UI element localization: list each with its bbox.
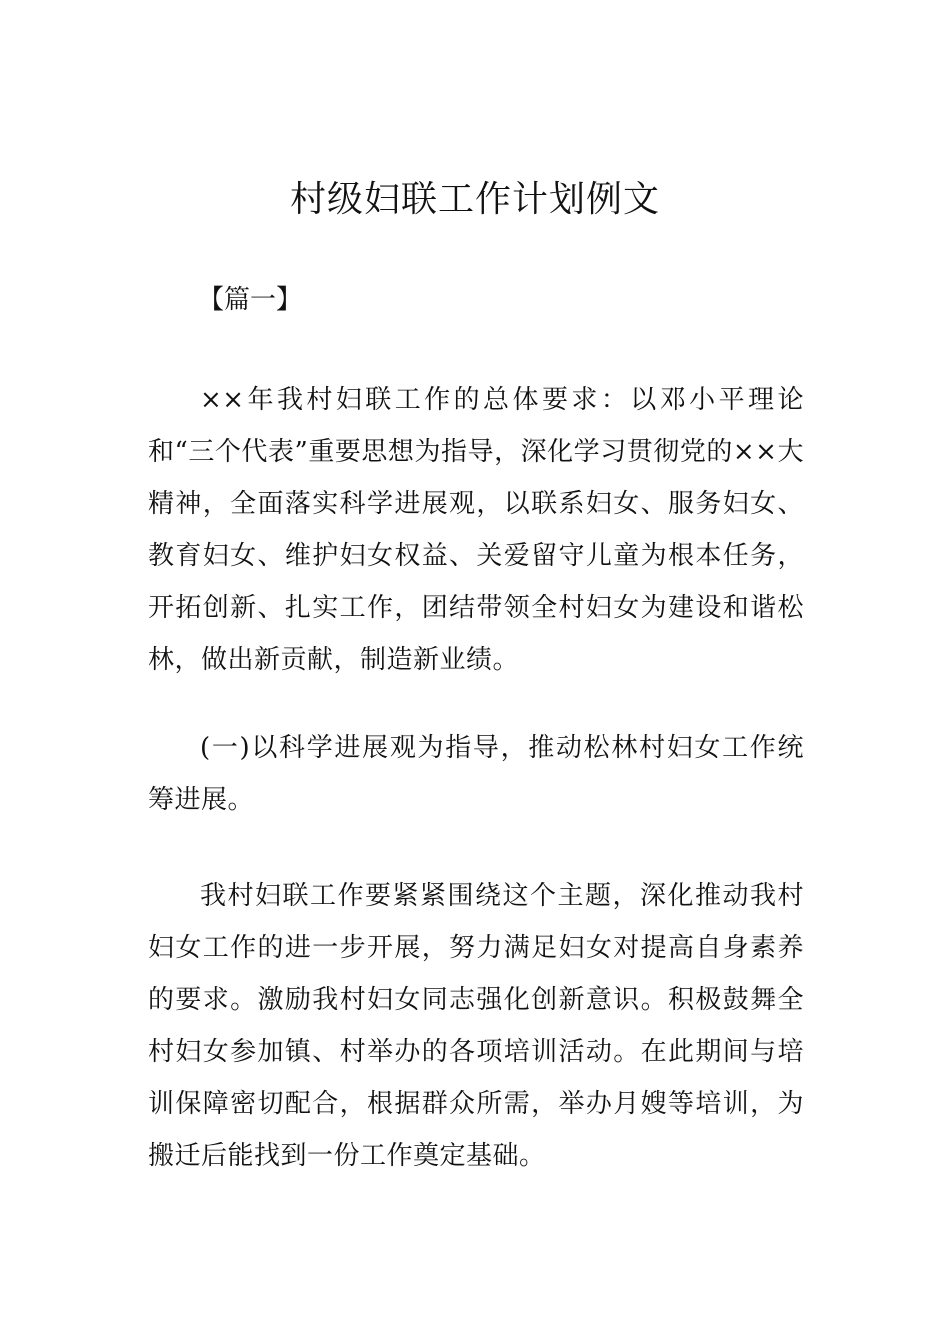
section-label: 【篇一】 (198, 285, 303, 315)
document-title: 村级妇联工作计划例文 (289, 179, 660, 220)
paragraph-3: 我村妇联工作要紧紧围绕这个主题，深化推动我村妇女工作的进一步开展，努力满足妇女对提高自身素养的要求。激励我村妇女同志强化创新意识。积极鼓舞全村妇女参加镇、村举办的各项培训活动。在此期间与培训保障密切配合，根据群众所需，举办月嫂等培训，为搬迁后能找到一份工作奠定基础。 (148, 881, 804, 1171)
paragraph-2: (一)以科学进展观为指导，推动松林村妇女工作统筹进展。 (148, 733, 804, 815)
paragraph-1: ××年我村妇联工作的总体要求：以邓小平理论和“三个代表”重要思想为指导，深化学习贯彻党的××大精神，全面落实科学进展观，以联系妇女、服务妇女、教育妇女、维护妇女权益、关爱留守儿童为根本任务，开拓创新、扎实工作，团结带领全村妇女为建设和谐松林，做出新贡献，制造新业绩。 (148, 385, 804, 675)
